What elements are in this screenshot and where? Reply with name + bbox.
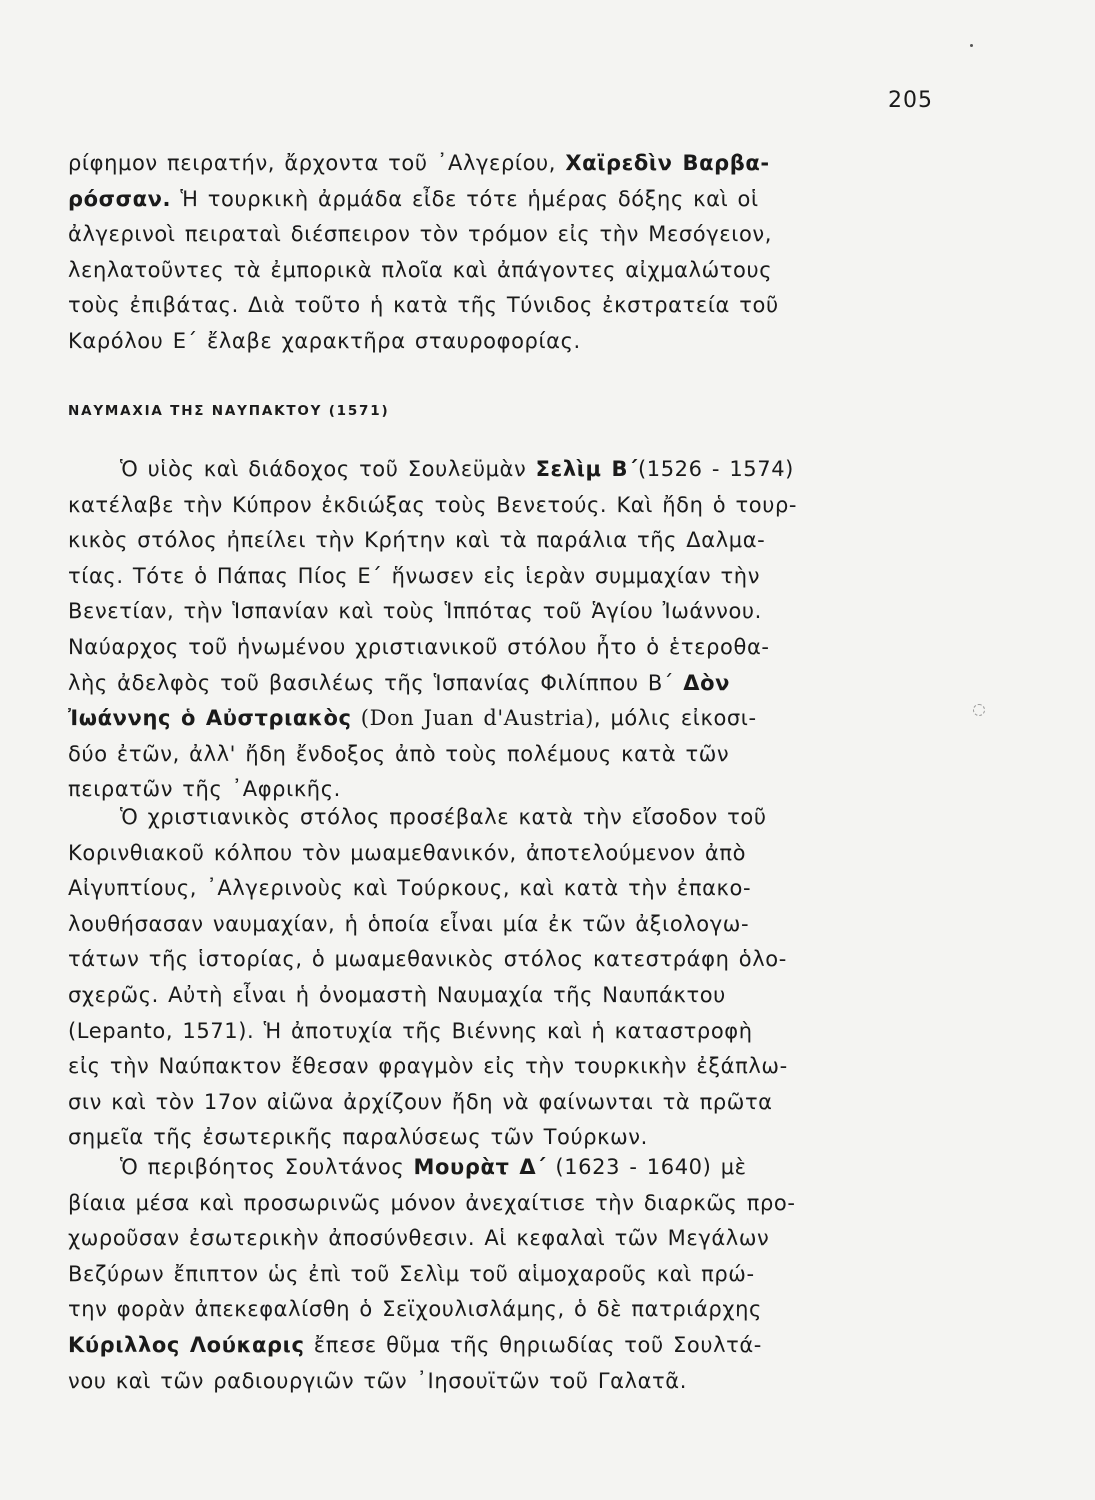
text-line: τάτων τῆς ἱστορίας, ὁ μωαμεθανικὸς στόλος κατεστράφη ὁλο- [68, 947, 787, 972]
text-line: Βεζύρων ἔπιπτον ὡς ἐπὶ τοῦ Σελὶμ τοῦ αἱμοχαροῦς καὶ πρώ- [68, 1261, 755, 1286]
ink-dot [970, 44, 973, 47]
text-line: λουθήσασαν ναυμαχίαν, ἡ ὁποία εἶναι μία ἐκ τῶν ἀξιολογω- [68, 911, 750, 936]
text-line: Κορινθιακοῦ κόλπου τὸν μωαμεθανικόν, ἀποτελούμενον ἀπὸ [68, 840, 747, 865]
paper-speck [973, 704, 985, 716]
text-line: Βενετίαν, τὴν Ἱσπανίαν καὶ τοὺς Ἱππότας τοῦ Ἁγίου Ἰωάννου. [68, 599, 762, 624]
text-line: κατέλαβε τὴν Κύπρον ἐκδιώξας τοὺς Βενετούς. Καὶ ἤδη ὁ τουρ- [68, 492, 798, 517]
text-line: Ὁ υἱὸς καὶ διάδοχος τοῦ Σουλεϋμὰν Σελὶμ Β΄(1526 - 1574) [120, 457, 794, 481]
name-don-juan: Ἰωάννης ὁ Αὐστριακὸς [68, 706, 352, 731]
text-line: σχερῶς. Αὐτὴ εἶναι ἡ ὀνομαστὴ Ναυμαχία τῆς Ναυπάκτου [68, 982, 726, 1007]
name-selim: Σελὶμ Β΄ [535, 457, 638, 481]
text-line: νου καὶ τῶν ραδιουργιῶν τῶν ᾿Ιησουϊτῶν τοῦ Γαλατᾶ. [68, 1368, 687, 1393]
text-line: δύο ἐτῶν, ἀλλ' ἤδη ἔνδοξος ἀπὸ τοὺς πολέμους κατὰ τῶν [68, 741, 730, 766]
text-line: λὴς ἀδελφὸς τοῦ βασιλέως τῆς Ἱσπανίας Φιλίππου Β΄ Δὸν [68, 670, 731, 695]
name-murad: Μουρὰτ Δ΄ [413, 1155, 547, 1179]
text-line: την φορὰν ἀπεκεφαλίσθη ὁ Σεϊχουλισλάμης, ὁ δὲ πατριάρχης [68, 1297, 762, 1322]
paragraph-2 [68, 452, 938, 808]
text-line: σημεῖα τῆς ἐσωτερικῆς παραλύσεως τῶν Τούρκων. [68, 1125, 648, 1150]
text-line: εἰς τὴν Ναύπακτον ἔθεσαν φραγμὸν εἰς τὴν τουρκικὴν ἐξάπλω- [68, 1054, 788, 1079]
text-line: σιν καὶ τὸν 17ον αἰῶνα ἀρχίζουν ἤδη νὰ φαίνωνται τὰ πρῶτα [68, 1089, 773, 1114]
text-line: Ἰωάννης ὁ Αὐστριακὸς (Don Juan d'Austria), μόλις εἰκοσι- [68, 706, 757, 731]
text-line: χωροῦσαν ἐσωτερικὴν ἀποσύνθεσιν. Αἱ κεφαλαὶ τῶν Μεγάλων [68, 1226, 770, 1251]
name-barbarossa: ρόσσαν. [68, 186, 172, 211]
text-line: ἀλγερινοὶ πειραταὶ διέσπειρον τὸν τρόμον εἰς τὴν Μεσόγειον, [68, 222, 772, 247]
section-heading: ΝΑΥΜΑΧΙΑ ΤΗΣ ΝΑΥΠΑΚΤΟΥ (1571) [68, 403, 390, 419]
latin-name: (Don Juan d'Austria) [351, 706, 594, 731]
text-line: πειρατῶν τῆς ᾿Αφρικῆς. [68, 777, 341, 802]
text-line: Κύριλλος Λούκαρις ἔπεσε θῦμα τῆς θηριωδίας τοῦ Σουλτά- [68, 1332, 762, 1357]
text-line: βίαια μέσα καὶ προσωρινῶς μόνον ἀνεχαίτισε τὴν διαρκῶς προ- [68, 1190, 796, 1215]
name-loukaris: Κύριλλος Λούκαρις [68, 1332, 305, 1357]
text-line: τοὺς ἐπιβάτας. Διὰ τοῦτο ἡ κατὰ τῆς Τύνιδος ἐκστρατεία τοῦ [68, 293, 779, 318]
text-line: Ναύαρχος τοῦ ἡνωμένου χριστιανικοῦ στόλου ἦτο ὁ ἑτεροθα- [68, 634, 770, 659]
text-line: Ὁ περιβόητος Σουλτάνος Μουρὰτ Δ΄ (1623 - 1640) μὲ [120, 1155, 747, 1179]
text-line: ρόσσαν. Ἡ τουρκικὴ ἀρμάδα εἶδε τότε ἡμέρας δόξης καὶ οἱ [68, 186, 759, 211]
text-line: κικὸς στόλος ἠπείλει τὴν Κρήτην καὶ τὰ παράλια τῆς Δαλμα- [68, 528, 766, 553]
paragraph-3 [68, 800, 938, 1156]
paragraph-4 [68, 1150, 938, 1399]
name-don: Δὸν [683, 670, 731, 695]
text-line: (Lepanto, 1571). Ἡ ἀποτυχία τῆς Βιέννης καὶ ἡ καταστροφὴ [68, 1018, 753, 1043]
text-line: ρίφημον πειρατήν, ἄρχοντα τοῦ ᾿Αλγερίου, Χαϊρεδὶν Βαρβα- [68, 151, 770, 175]
page-number: 205 [888, 88, 933, 113]
text-line: Καρόλου Ε΄ ἔλαβε χαρακτῆρα σταυροφορίας. [68, 328, 581, 353]
text-line: λεηλατοῦντες τὰ ἐμπορικὰ πλοῖα καὶ ἀπάγοντες αἰχμαλώτους [68, 257, 773, 282]
text-line: Ὁ χριστιανικὸς στόλος προσέβαλε κατὰ τὴν εἴσοδον τοῦ [120, 805, 767, 829]
paragraph-1 [68, 146, 938, 360]
text-line: τίας. Τότε ὁ Πάπας Πίος Ε΄ ἥνωσεν εἰς ἱερὰν συμμαχίαν τὴν [68, 563, 761, 588]
text-line: Αἰγυπτίους, ᾿Αλγερινοὺς καὶ Τούρκους, καὶ κατὰ τὴν ἐπακο- [68, 876, 752, 901]
name-chaireddin: Χαϊρεδὶν Βαρβα- [565, 151, 770, 175]
